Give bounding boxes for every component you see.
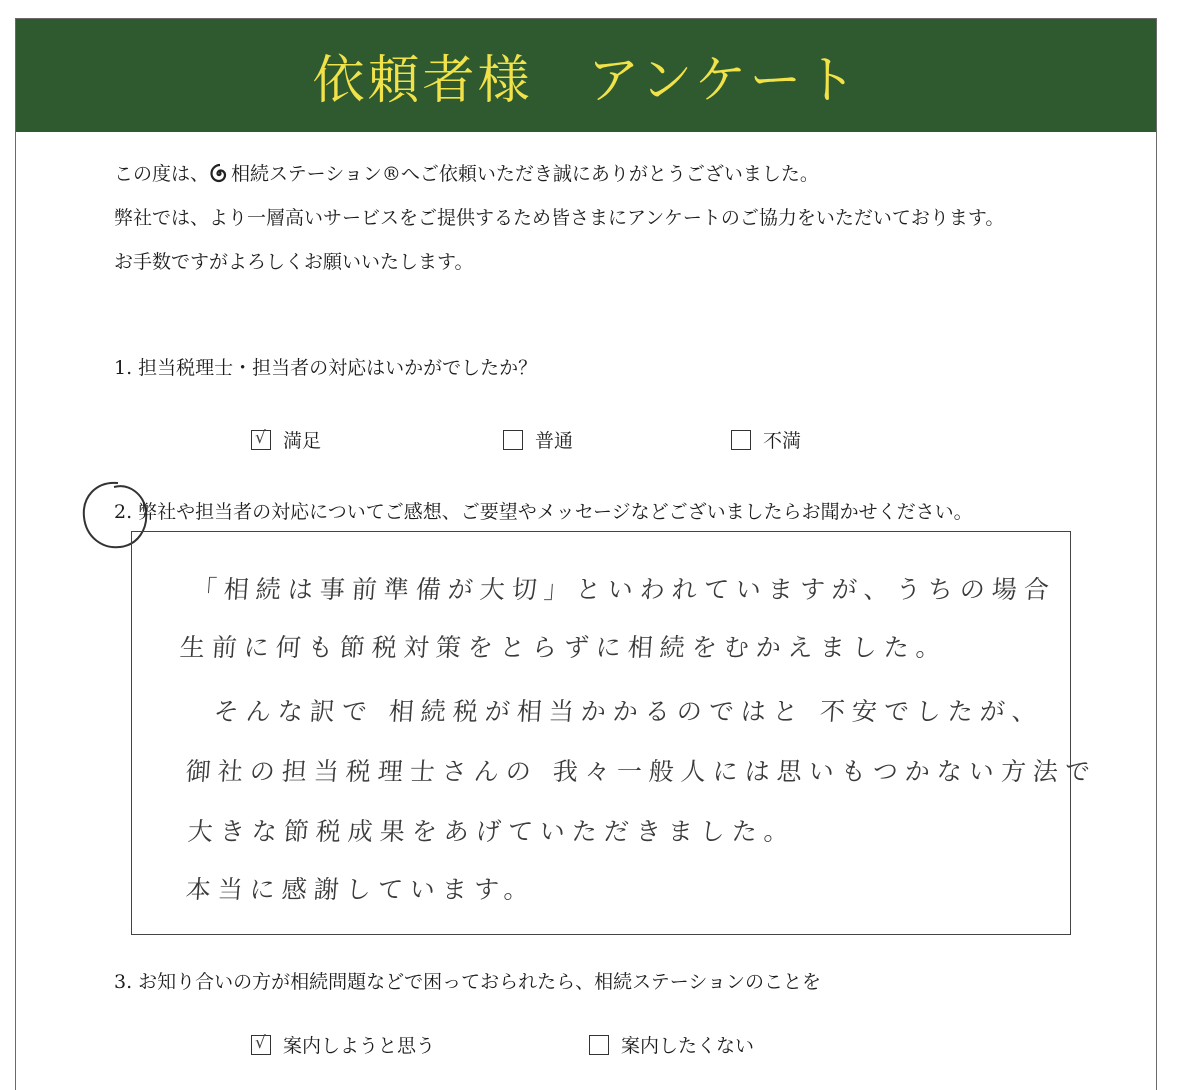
page-title: 依頼者様 アンケート xyxy=(312,51,860,111)
intro-line-2: 弊社では、より一層高いサービスをご提供するため皆さまにアンケートのご協力をいただいております。 xyxy=(114,207,1005,229)
header-banner xyxy=(16,19,1156,132)
option-label: 案内したくない xyxy=(621,1035,755,1057)
intro-text-before-logo: この度は、 xyxy=(114,163,210,185)
spiral-logo-icon xyxy=(209,163,229,183)
question-1: 1. 担当税理士・担当者の対応はいかがでしたか？ xyxy=(114,357,538,379)
option-dissatisfied[interactable] xyxy=(731,426,801,453)
option-satisfied[interactable] xyxy=(251,426,321,453)
answer-line-3: そんな訳で 相続税が相当かかるのではと 不安でしたが、 xyxy=(212,697,1045,726)
checkbox-will-not-recommend[interactable] xyxy=(589,1035,609,1055)
option-normal[interactable] xyxy=(503,426,573,453)
option-label: 満足 xyxy=(283,430,322,452)
intro-text-after-logo: 相続ステーション®へご依頼いただき誠にありがとうございました。 xyxy=(231,163,819,185)
option-label: 不満 xyxy=(763,430,802,452)
answer-line-4: 御社の担当税理士さんの 我々一般人には思いもつかない方法で xyxy=(184,757,1098,786)
survey-sheet xyxy=(15,18,1157,1090)
answer-line-6: 本当に感謝しています。 xyxy=(184,875,537,904)
checkbox-normal[interactable] xyxy=(503,430,523,450)
option-label: 普通 xyxy=(535,430,574,452)
question-3: 3. お知り合いの方が相続問題などで困っておられたら、相続ステーションのことを xyxy=(114,971,822,993)
checkbox-satisfied[interactable] xyxy=(251,427,271,450)
answer-line-1: 「相続は事前準備が大切」といわれていますが、うちの場合 xyxy=(190,575,1057,604)
answer-box[interactable] xyxy=(131,531,1098,935)
intro-line-1 xyxy=(114,159,819,186)
question-2: 2. 弊社や担当者の対応についてご感想、ご要望やメッセージなどございましたらお聞かせください。 xyxy=(114,501,973,523)
answer-line-5: 大きな節税成果をあげていただきました。 xyxy=(186,817,797,846)
answer-line-2: 生前に何も節税対策をとらずに相続をむかえました。 xyxy=(178,633,949,662)
option-label: 案内しようと思う xyxy=(283,1035,436,1057)
checkbox-dissatisfied[interactable] xyxy=(731,430,751,450)
checkbox-will-recommend[interactable] xyxy=(251,1032,271,1055)
option-will-recommend[interactable] xyxy=(251,1031,435,1058)
option-will-not-recommend[interactable] xyxy=(589,1031,754,1058)
intro-line-3: お手数ですがよろしくお願いいたします。 xyxy=(114,251,474,273)
check-mark: √ xyxy=(255,427,266,448)
check-mark: √ xyxy=(255,1032,266,1053)
